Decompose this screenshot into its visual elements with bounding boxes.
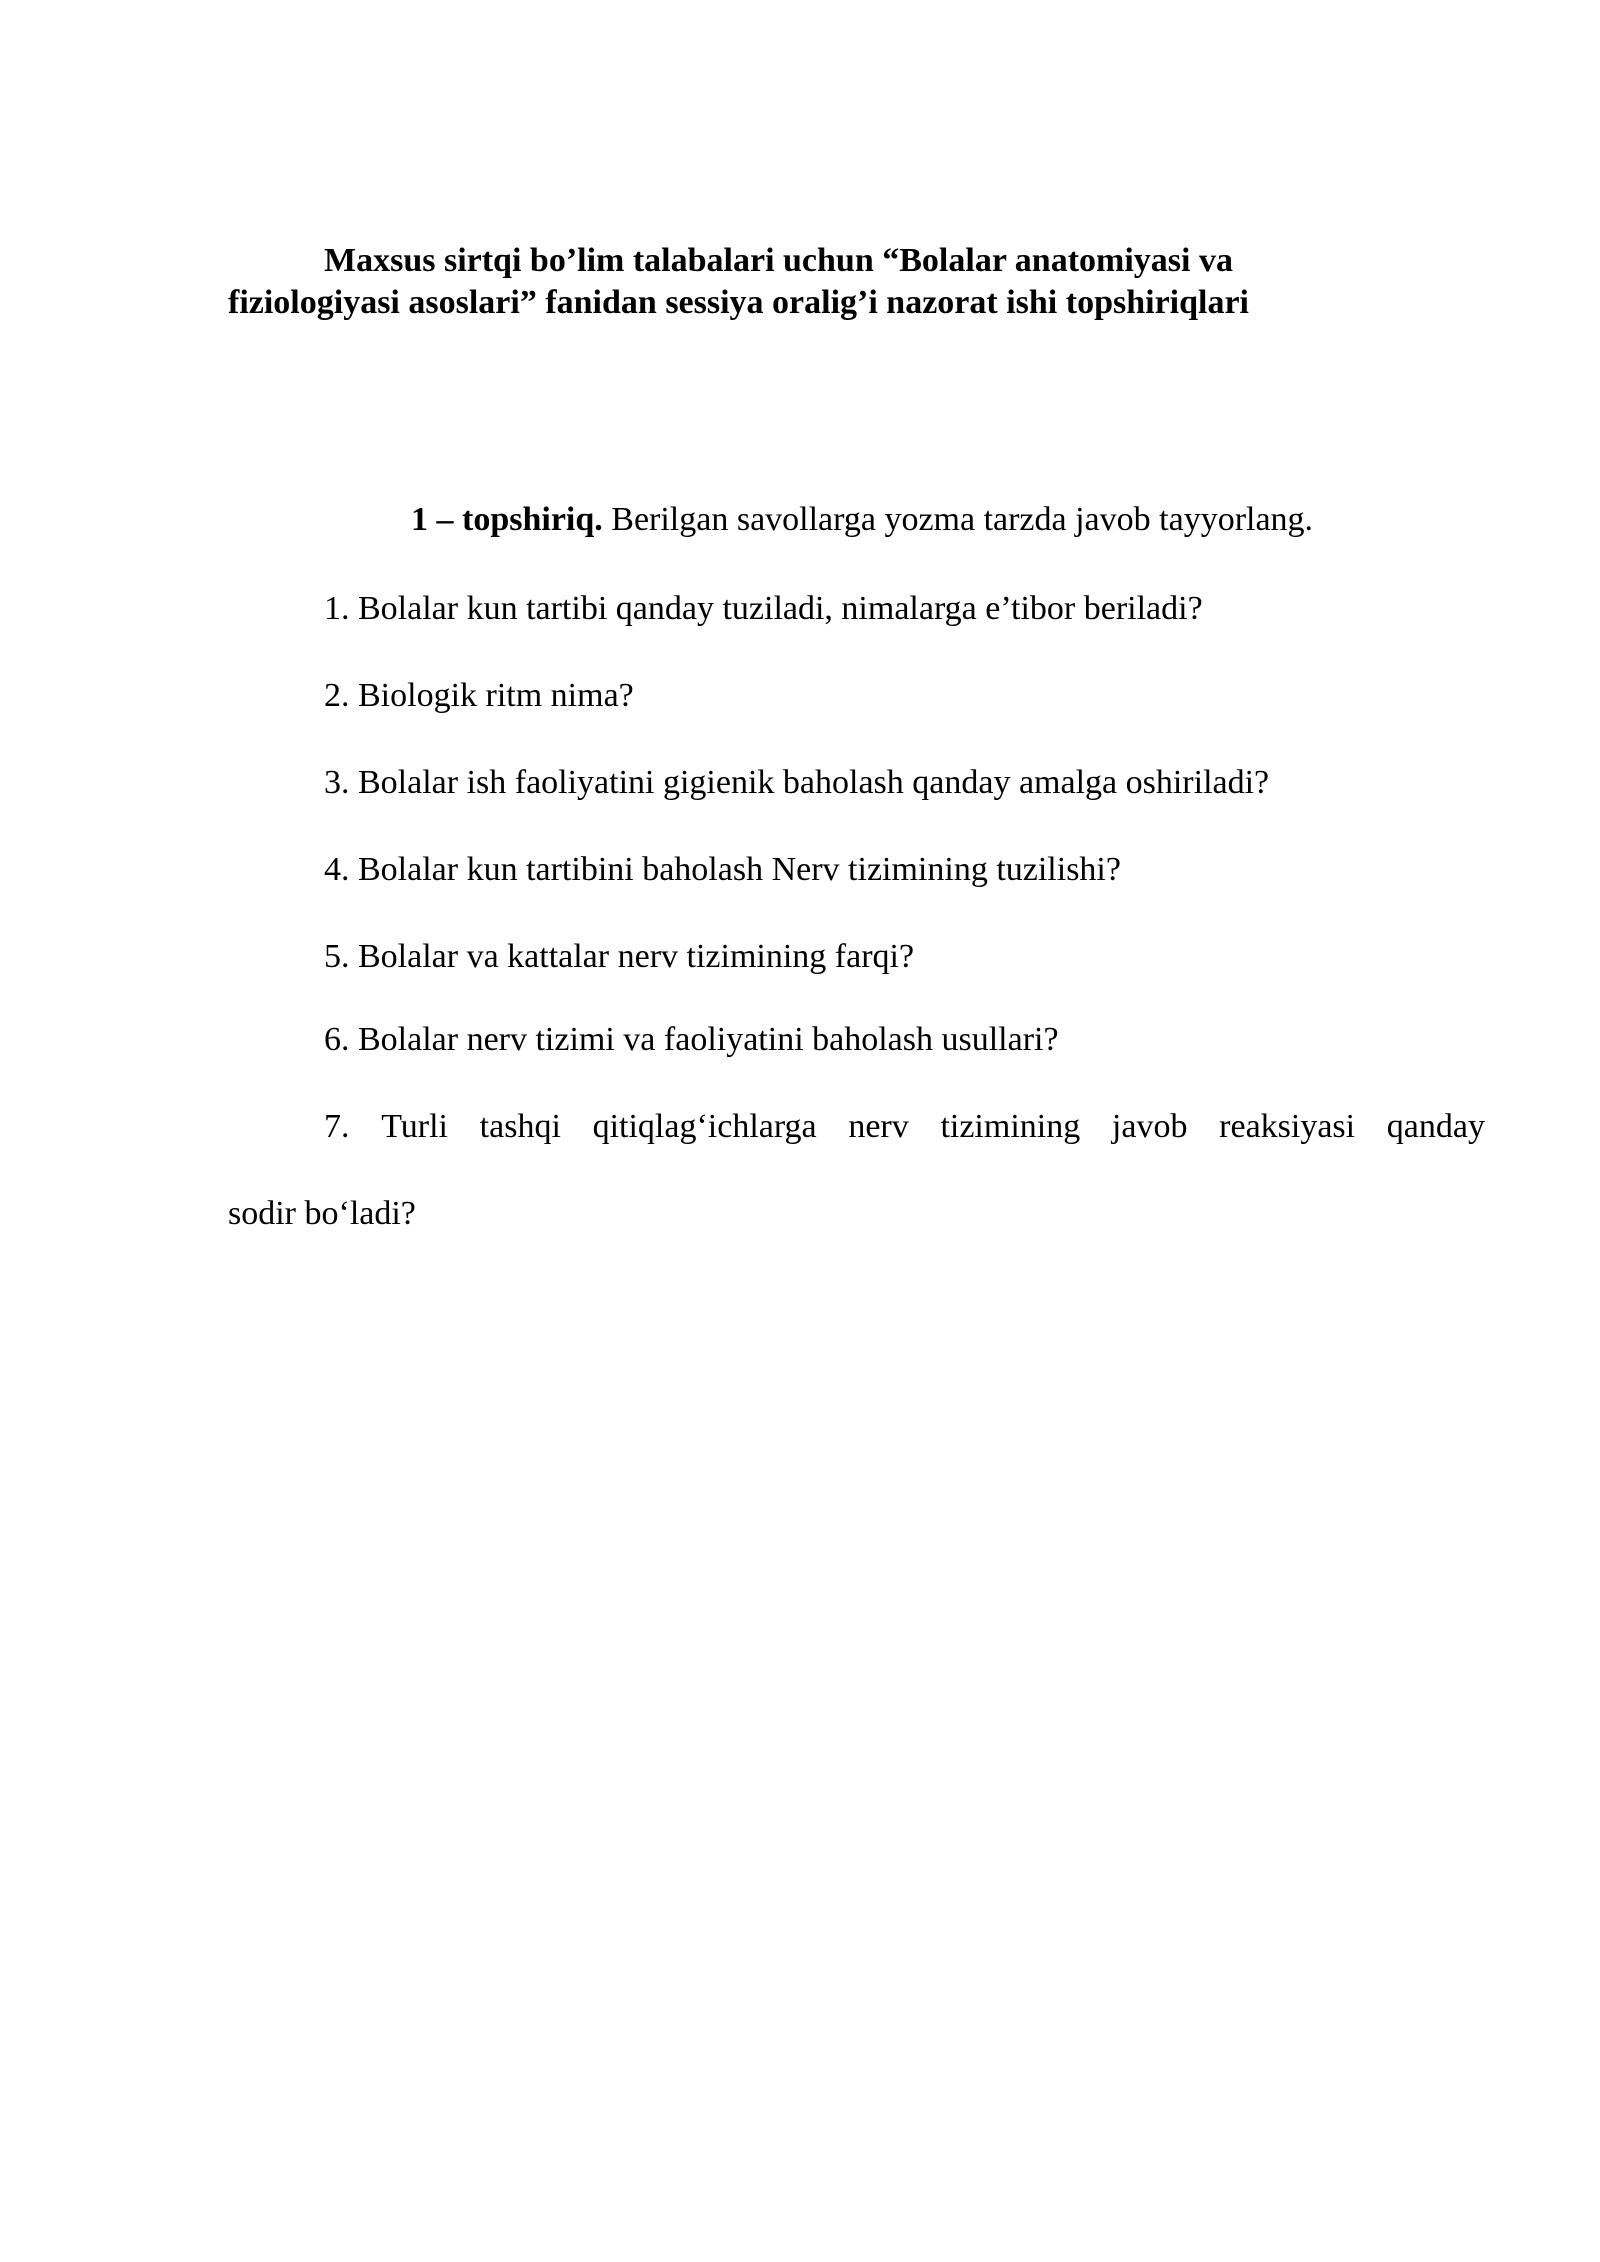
question-2: 2. Biologik ritm nima? <box>324 677 634 714</box>
question-4: 4. Bolalar kun tartibini baholash Nerv tizimining tuzilishi? <box>324 851 1121 888</box>
question-6: 6. Bolalar nerv tizimi va faoliyatini baholash usullari? <box>324 1021 1059 1058</box>
question-7-word: reaksiyasi <box>1219 1108 1356 1145</box>
question-7 <box>324 1107 1485 1147</box>
question-7-word: qanday <box>1386 1108 1485 1145</box>
question-7-word: 7. <box>324 1108 350 1145</box>
question-7-word: tizimining <box>940 1108 1081 1145</box>
title-line-2: fiziologiyasi asoslari” fanidan sessiya oralig’i nazorat ishi topshiriqlari <box>228 284 1249 321</box>
question-7-word: javob <box>1111 1108 1188 1145</box>
question-7-continuation: sodir bo‘ladi? <box>228 1195 416 1232</box>
question-7-word: tashqi <box>479 1108 561 1145</box>
question-1: 1. Bolalar kun tartibi qanday tuziladi, nimalarga e’tibor beriladi? <box>324 590 1203 627</box>
title-line-1: Maxsus sirtqi bo’lim talabalari uchun “Bolalar anatomiyasi va <box>324 242 1233 279</box>
task-instruction: Berilgan savollarga yozma tarzda javob tayyorlang. <box>602 501 1314 538</box>
question-5: 5. Bolalar va kattalar nerv tizimining farqi? <box>324 938 915 975</box>
question-3: 3. Bolalar ish faoliyatini gigienik baholash qanday amalga oshiriladi? <box>324 764 1270 801</box>
document-title <box>228 240 1428 324</box>
question-7-word: qitiqlag‘ichlarga <box>592 1108 817 1145</box>
task-header <box>411 500 1313 540</box>
question-7-word: Turli <box>381 1108 448 1145</box>
question-7-word: nerv <box>848 1108 909 1145</box>
task-label: 1 – topshiriq. <box>411 501 603 538</box>
